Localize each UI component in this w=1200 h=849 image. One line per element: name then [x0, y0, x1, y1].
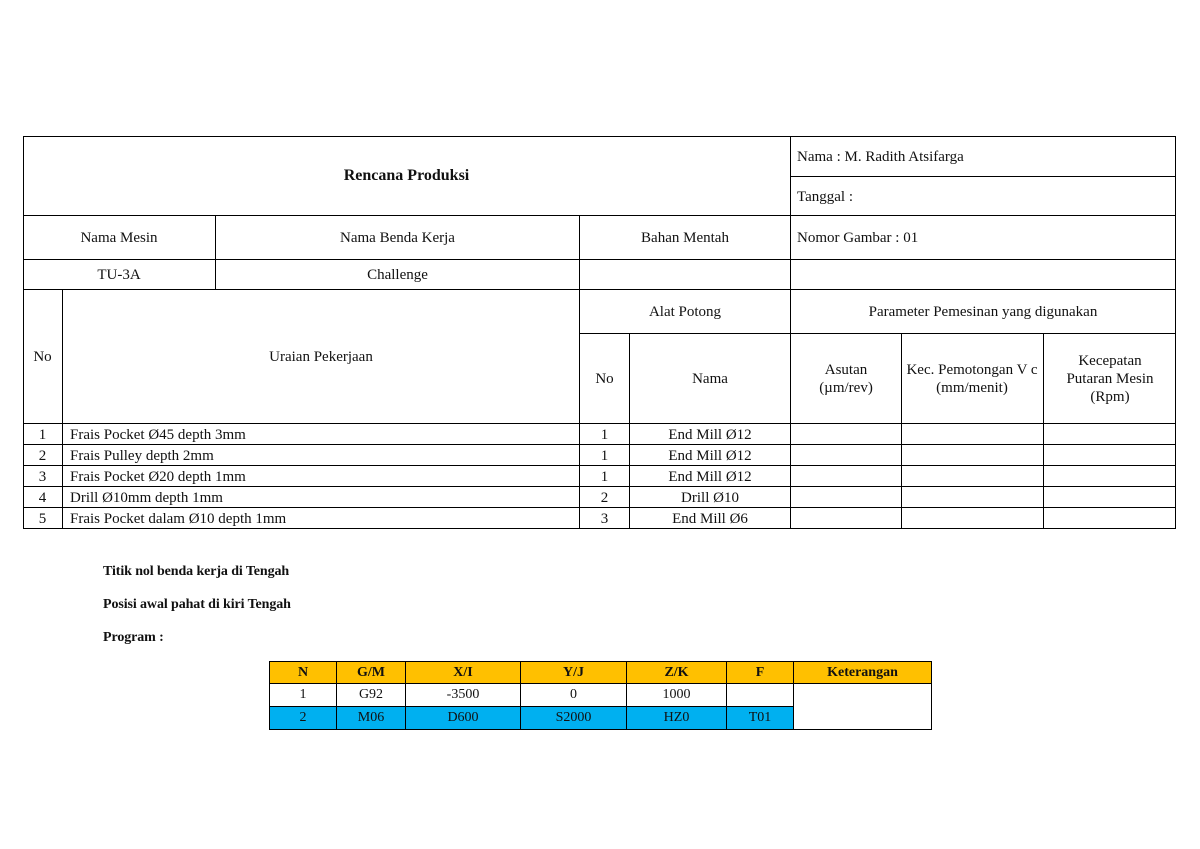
header-spindle-speed: Kecepatan Putaran Mesin (Rpm) [1066, 353, 1154, 405]
program-cell: G92 [337, 684, 406, 707]
header-raw-material: Bahan Mentah [641, 230, 729, 246]
name-field: Nama : M. Radith Atsifarga [797, 148, 964, 165]
drawing-number: Nomor Gambar : 01 [797, 230, 919, 246]
program-cell: 1000 [627, 684, 727, 707]
header-cutting-tool: Alat Potong [648, 304, 722, 320]
header-cutting-speed: Kec. Pemotongan V c (mm/menit) [906, 362, 1038, 396]
header-feed: Asutan (µm/rev) [819, 362, 873, 396]
program-header-keterangan: Keterangan [794, 662, 932, 684]
program-header-xi: X/I [406, 662, 521, 684]
program-cell: -3500 [406, 684, 521, 707]
row-description: Drill Ø10mm depth 1mm [70, 489, 223, 506]
program-cell: 1 [270, 684, 337, 707]
row-tool-no: 1 [600, 468, 609, 485]
program-cell: D600 [406, 707, 521, 730]
program-cell: M06 [337, 707, 406, 730]
program-cell [727, 684, 794, 707]
header-tool-name: Nama [692, 371, 728, 387]
row-tool-no: 3 [600, 510, 609, 527]
program-cell: 0 [521, 684, 627, 707]
header-no: No [33, 349, 52, 365]
header-workpiece-name: Nama Benda Kerja [340, 230, 455, 246]
row-no: 5 [38, 510, 47, 527]
row-tool-name: End Mill Ø12 [668, 447, 752, 464]
program-header-gm: G/M [337, 662, 406, 684]
row-tool-no: 1 [600, 426, 609, 443]
workpiece-value: Challenge [367, 267, 428, 283]
program-cell: 2 [270, 707, 337, 730]
row-description: Frais Pocket Ø20 depth 1mm [70, 468, 246, 485]
machine-value: TU-3A [97, 267, 141, 283]
start-position-note: Posisi awal pahat di kiri Tengah [103, 597, 291, 612]
date-field: Tanggal : [797, 188, 854, 205]
program-header-yj: Y/J [521, 662, 627, 684]
row-tool-name: Drill Ø10 [681, 489, 739, 506]
row-no: 4 [38, 489, 47, 506]
program-cell: T01 [727, 707, 794, 730]
row-description: Frais Pocket dalam Ø10 depth 1mm [70, 510, 287, 527]
row-tool-name: End Mill Ø12 [668, 468, 752, 485]
program-header-n: N [270, 662, 337, 684]
program-header-f: F [727, 662, 794, 684]
row-tool-no: 1 [600, 447, 609, 464]
row-no: 3 [38, 468, 47, 485]
row-no: 2 [38, 447, 47, 464]
raw-material-value [580, 260, 790, 290]
header-machine-name: Nama Mesin [80, 230, 158, 246]
header-machining-params: Parameter Pemesinan yang digunakan [868, 304, 1098, 320]
header-tool-no: No [595, 371, 614, 387]
row-tool-name: End Mill Ø6 [672, 510, 748, 527]
row-description: Frais Pulley depth 2mm [70, 447, 214, 464]
program-cell: S2000 [521, 707, 627, 730]
row-description: Frais Pocket Ø45 depth 3mm [70, 426, 246, 443]
zero-point-note: Titik nol benda kerja di Tengah [103, 564, 290, 579]
program-header-zk: Z/K [627, 662, 727, 684]
row-no: 1 [38, 426, 47, 443]
row-tool-name: End Mill Ø12 [668, 426, 752, 443]
program-label: Program : [103, 630, 164, 645]
program-keterangan-cell [794, 684, 932, 730]
form-title: Rencana Produksi [343, 167, 470, 185]
header-job-description: Uraian Pekerjaan [269, 349, 373, 365]
row-tool-no: 2 [600, 489, 609, 506]
program-cell: HZ0 [627, 707, 727, 730]
